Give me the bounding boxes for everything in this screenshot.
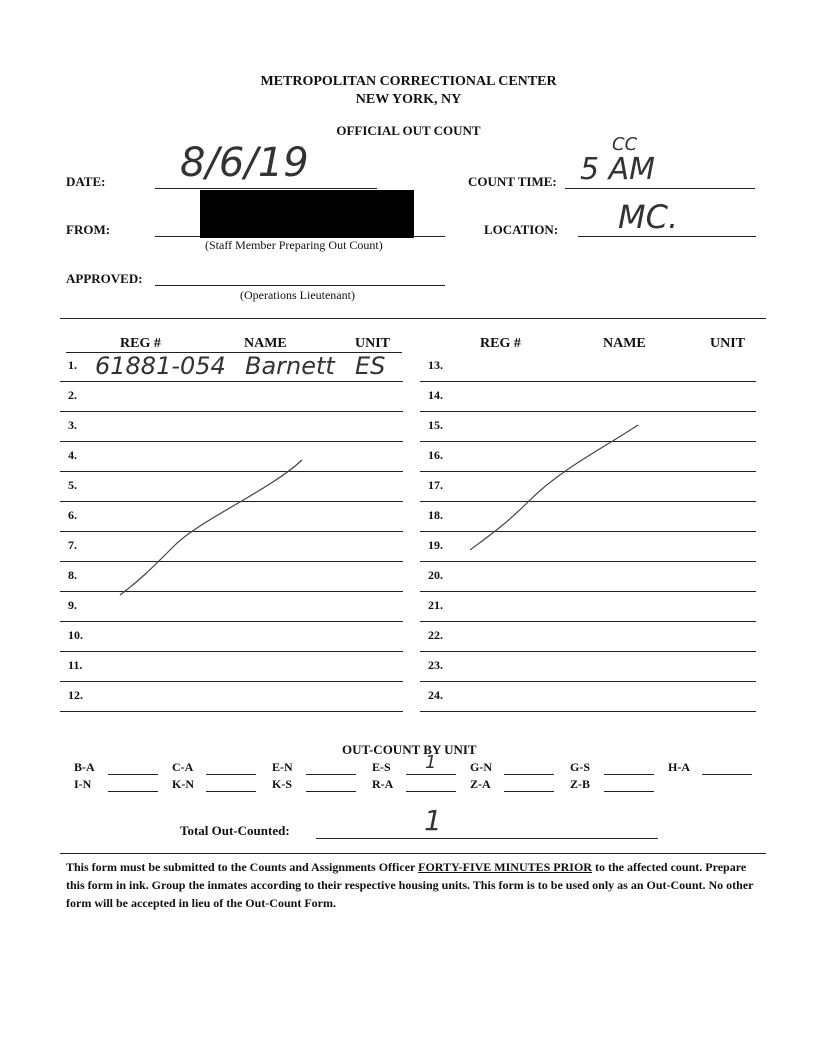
from-caption: (Staff Member Preparing Out Count) [205,238,383,252]
row-number: 14. [428,388,443,402]
row-number: 5. [68,478,77,492]
org-city: NEW YORK, NY [355,92,462,107]
row-number: 13. [428,358,443,372]
row-number: 17. [428,478,443,492]
unit-blank-z-a[interactable] [504,791,554,792]
row1-unit[interactable]: ES [355,352,386,380]
unit-blank-i-n[interactable] [108,791,158,792]
count-time-annotation-cc: CC [612,134,638,155]
count-time-label: COUNT TIME: [468,174,557,189]
row1-reg[interactable]: 61881-054 [95,352,226,380]
footer-text-before: This form must be submitted to the Counts and Assignments Officer [66,860,419,874]
unit-blank-b-a[interactable] [108,774,158,775]
row-number: 2. [68,388,77,402]
footer-rule [60,853,766,854]
row-number: 12. [68,688,83,702]
unit-code-z-b: Z-B [570,777,591,791]
footer-text [66,858,766,912]
row-number: 8. [68,568,77,582]
row-number: 16. [428,448,443,462]
row-number: 3. [68,418,77,432]
row-number: 20. [428,568,443,582]
unit-code-g-s: G-S [570,760,591,774]
total-line [316,838,658,839]
unit-blank-k-n[interactable] [206,791,256,792]
footer-emphasis: FORTY-FIVE MINUTES PRIOR [418,860,592,874]
count-time-value[interactable]: 5 AM [580,152,656,187]
unit-blank-r-a[interactable] [406,791,456,792]
unit-blank-h-a[interactable] [702,774,752,775]
right-header-unit: UNIT [710,336,746,351]
left-header-unit: UNIT [355,336,391,351]
org-name: METROPOLITAN CORRECTIONAL CENTER [260,74,557,89]
location-label: LOCATION: [484,222,559,237]
date-label: DATE: [66,174,106,189]
right-header-reg: REG # [480,336,521,351]
row-number: 18. [428,508,443,522]
unit-blank-k-s[interactable] [306,791,356,792]
row-number: 4. [68,448,77,462]
unit-blank-c-a[interactable] [206,774,256,775]
row-number: 15. [428,418,443,432]
approved-label: APPROVED: [66,271,143,286]
unit-blank-g-s[interactable] [604,774,654,775]
footer-text-after: to the affected count. Prepare this form in ink. Group the inmates according to their respective housing units. This form is to be used only as an Out-Count. No other form will be accepted in lieu of the Out-Count Form. [66,860,754,910]
row-number: 10. [68,628,83,642]
out-count-title: OUT-COUNT BY UNIT [342,742,477,757]
row-number: 1. [68,358,77,372]
unit-code-k-s: K-S [272,777,293,791]
unit-code-e-s: E-S [372,760,391,774]
left-header-reg: REG # [120,336,161,351]
right-header-name: NAME [603,336,646,351]
unit-blank-z-b[interactable] [604,791,654,792]
unit-code-r-a: R-A [372,777,394,791]
unit-code-b-a: B-A [74,760,95,774]
row-number: 23. [428,658,443,672]
row-number: 9. [68,598,77,612]
unit-code-k-n: K-N [172,777,194,791]
row-number: 19. [428,538,443,552]
unit-code-z-a: Z-A [470,777,491,791]
location-value[interactable]: MC. [618,198,679,236]
left-header-name: NAME [244,336,287,351]
date-value[interactable]: 8/6/19 [180,140,309,186]
unit-blank-e-s[interactable] [406,774,456,775]
row-number: 6. [68,508,77,522]
form-title: OFFICIAL OUT COUNT [336,123,481,138]
es-value[interactable]: 1 [425,752,437,773]
from-label: FROM: [66,222,111,237]
total-label: Total Out-Counted: [180,823,290,838]
unit-code-i-n: I-N [74,777,92,791]
row1-name[interactable]: Barnett [245,352,335,380]
unit-code-h-a: H-A [668,760,690,774]
unit-code-e-n: E-N [272,760,293,774]
total-value[interactable]: 1 [424,804,442,837]
row-number: 22. [428,628,443,642]
unit-code-g-n: G-N [470,760,492,774]
unit-code-c-a: C-A [172,760,194,774]
row-number: 7. [68,538,77,552]
unit-blank-g-n[interactable] [504,774,554,775]
approved-caption: (Operations Lieutenant) [240,288,355,302]
row-number: 24. [428,688,443,702]
row-number: 11. [68,658,83,672]
row-number: 21. [428,598,443,612]
unit-blank-e-n[interactable] [306,774,356,775]
